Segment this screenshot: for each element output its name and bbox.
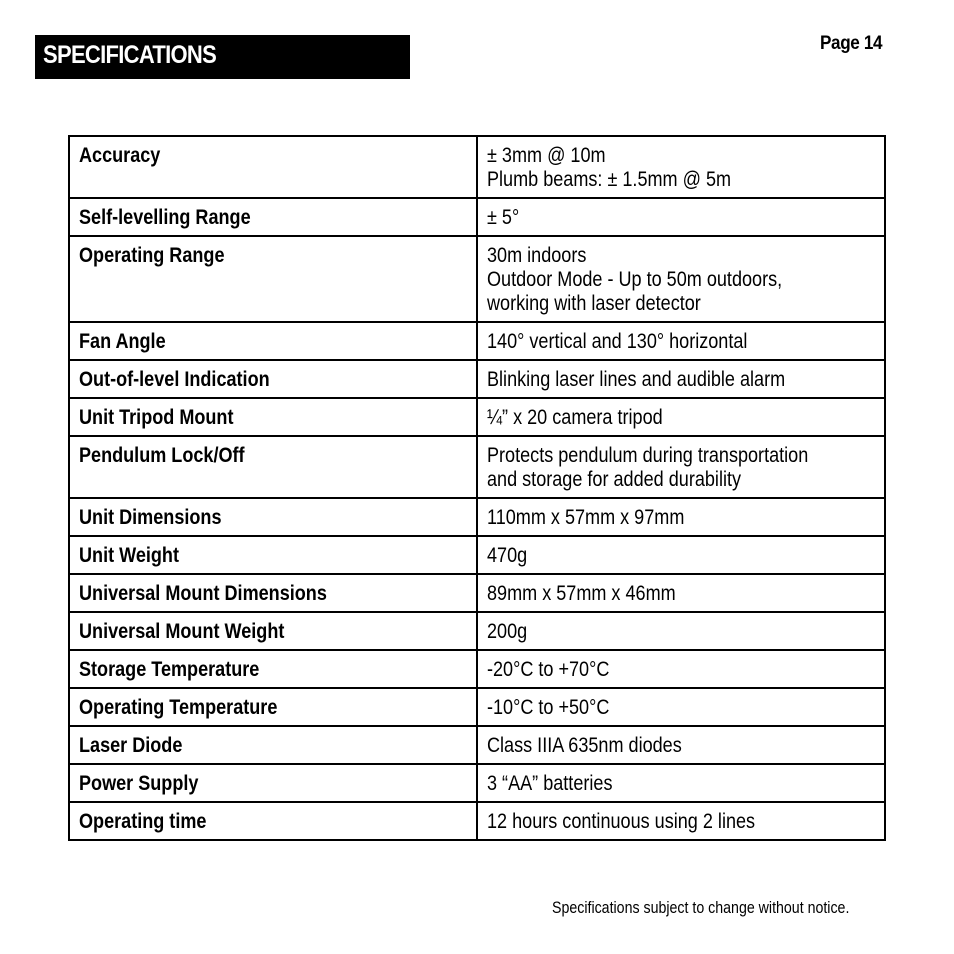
spec-value-cell xyxy=(477,136,885,198)
spec-value xyxy=(487,734,821,758)
spec-value-line: 200g xyxy=(487,620,528,643)
spec-label-cell xyxy=(69,612,477,650)
table-row xyxy=(69,198,885,236)
section-title-bar xyxy=(35,35,410,79)
table-row xyxy=(69,398,885,436)
spec-value-cell xyxy=(477,498,885,536)
spec-label: Laser Diode xyxy=(79,734,183,757)
table-row xyxy=(69,688,885,726)
spec-label-cell xyxy=(69,574,477,612)
spec-label: Operating Range xyxy=(79,244,225,267)
spec-label: Out-of-level Indication xyxy=(79,368,270,391)
spec-value-line: 110mm x 57mm x 97mm xyxy=(487,506,685,529)
spec-value-line: 470g xyxy=(487,544,528,567)
spec-label: Storage Temperature xyxy=(79,658,260,681)
spec-label-cell xyxy=(69,136,477,198)
spec-value-cell xyxy=(477,322,885,360)
spec-label-cell xyxy=(69,688,477,726)
spec-value xyxy=(487,330,821,354)
spec-label: Universal Mount Weight xyxy=(79,620,285,643)
spec-label-cell xyxy=(69,802,477,840)
spec-label-cell xyxy=(69,436,477,498)
spec-label: Unit Weight xyxy=(79,544,179,567)
spec-value-cell xyxy=(477,802,885,840)
spec-value-line: 89mm x 57mm x 46mm xyxy=(487,582,676,605)
spec-value-line: Class IIIA 635nm diodes xyxy=(487,734,682,757)
spec-value-cell xyxy=(477,236,885,322)
spec-value xyxy=(487,582,821,606)
spec-label: Universal Mount Dimensions xyxy=(79,582,327,605)
page-number: Page 14 xyxy=(820,33,883,54)
spec-value-line: ± 3mm @ 10m xyxy=(487,144,606,167)
spec-label: Power Supply xyxy=(79,772,199,795)
spec-value xyxy=(487,444,821,492)
spec-value-cell xyxy=(477,574,885,612)
table-row xyxy=(69,536,885,574)
table-row xyxy=(69,574,885,612)
spec-label-cell xyxy=(69,726,477,764)
spec-value-cell xyxy=(477,436,885,498)
spec-label: Self-levelling Range xyxy=(79,206,251,229)
spec-value xyxy=(487,810,821,834)
spec-label: Accuracy xyxy=(79,144,161,167)
spec-label-cell xyxy=(69,398,477,436)
spec-label-cell xyxy=(69,650,477,688)
spec-label: Operating time xyxy=(79,810,207,833)
spec-value xyxy=(487,506,821,530)
spec-value-line: working with laser detector xyxy=(487,292,701,315)
spec-value-cell xyxy=(477,536,885,574)
spec-label: Unit Tripod Mount xyxy=(79,406,234,429)
table-row xyxy=(69,650,885,688)
table-row xyxy=(69,360,885,398)
spec-value xyxy=(487,620,821,644)
spec-label-cell xyxy=(69,498,477,536)
spec-value xyxy=(487,658,821,682)
spec-value-cell xyxy=(477,398,885,436)
spec-label-cell xyxy=(69,236,477,322)
spec-value xyxy=(487,144,821,192)
spec-value-cell xyxy=(477,360,885,398)
spec-value-line: -20°C to +70°C xyxy=(487,658,610,681)
table-row xyxy=(69,726,885,764)
table-row xyxy=(69,764,885,802)
spec-value-cell xyxy=(477,612,885,650)
spec-value-line: ¼” x 20 camera tripod xyxy=(487,406,663,429)
spec-label: Fan Angle xyxy=(79,330,166,353)
spec-value xyxy=(487,368,821,392)
footnote: Specifications subject to change without notice. xyxy=(552,899,850,917)
spec-label-cell xyxy=(69,360,477,398)
spec-value xyxy=(487,406,821,430)
spec-value-cell xyxy=(477,650,885,688)
spec-label-cell xyxy=(69,764,477,802)
spec-value-line: Plumb beams: ± 1.5mm @ 5m xyxy=(487,168,732,191)
spec-label: Operating Temperature xyxy=(79,696,278,719)
spec-value-line: Outdoor Mode - Up to 50m outdoors, xyxy=(487,268,783,291)
spec-value-line: 12 hours continuous using 2 lines xyxy=(487,810,756,833)
spec-label-cell xyxy=(69,322,477,360)
spec-value-line: and storage for added durability xyxy=(487,468,742,491)
spec-value-line: 30m indoors xyxy=(487,244,587,267)
spec-value xyxy=(487,206,821,230)
spec-value-line: ± 5° xyxy=(487,206,520,229)
spec-value xyxy=(487,772,821,796)
spec-label-cell xyxy=(69,536,477,574)
table-row xyxy=(69,802,885,840)
spec-value-line: Protects pendulum during transportation xyxy=(487,444,809,467)
table-row xyxy=(69,136,885,198)
section-title: SPECIFICATIONS xyxy=(43,41,217,69)
spec-value-cell xyxy=(477,688,885,726)
spec-value-line: 140° vertical and 130° horizontal xyxy=(487,330,748,353)
table-row xyxy=(69,236,885,322)
spec-label-cell xyxy=(69,198,477,236)
spec-value xyxy=(487,696,821,720)
table-row xyxy=(69,322,885,360)
table-row xyxy=(69,612,885,650)
spec-value-cell xyxy=(477,198,885,236)
specifications-table-body xyxy=(69,136,885,840)
spec-value-line: 3 “AA” batteries xyxy=(487,772,613,795)
spec-value xyxy=(487,544,821,568)
spec-value-line: Blinking laser lines and audible alarm xyxy=(487,368,786,391)
specifications-table xyxy=(68,135,886,841)
spec-value-cell xyxy=(477,764,885,802)
spec-label: Pendulum Lock/Off xyxy=(79,444,245,467)
spec-value xyxy=(487,244,821,316)
spec-value-cell xyxy=(477,726,885,764)
table-row xyxy=(69,436,885,498)
spec-value-line: -10°C to +50°C xyxy=(487,696,610,719)
spec-label: Unit Dimensions xyxy=(79,506,222,529)
table-row xyxy=(69,498,885,536)
